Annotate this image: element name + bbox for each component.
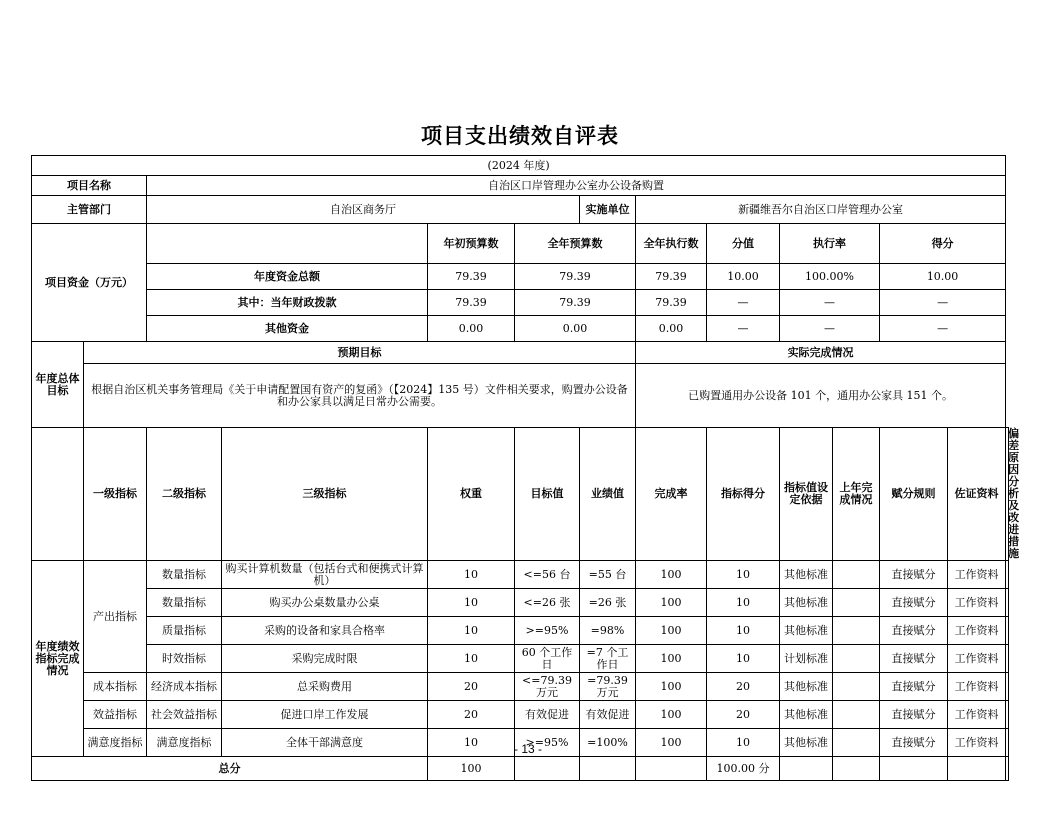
total-blank [580,757,636,781]
indicator-header: 偏差原因分析及改进措施 [1006,428,1009,561]
indicator-target: 60 个工作日 [515,645,580,673]
indicator-evidence: 工作资料 [948,729,1006,757]
indicator-basis: 其他标准 [780,729,833,757]
indicator-header: 指标得分 [707,428,780,561]
indicator-score: 10 [707,617,780,645]
fund-row-executed: 79.39 [636,290,707,316]
indicator-weight: 10 [428,645,515,673]
indicator-rate: 100 [636,589,707,617]
indicator-reason [1006,645,1009,673]
total-blank [948,757,1006,781]
indicator-basis: 其他标准 [780,673,833,701]
indicator-header: 佐证资料 [948,428,1006,561]
funds-header-rate: 执行率 [780,224,880,264]
indicator-header: 三级指标 [222,428,428,561]
fund-row-rate: — [780,316,880,342]
indicator-target: >=95% [515,729,580,757]
total-weight: 100 [428,757,515,781]
total-blank [515,757,580,781]
indicator-reason [1006,701,1009,729]
project-name-value: 自治区口岸管理办公室办公设备购置 [147,176,1006,196]
indicator-rule: 直接赋分 [880,673,948,701]
indicator-weight: 20 [428,701,515,729]
indicator-header: 指标值设定依据 [780,428,833,561]
indicator-basis: 其他标准 [780,561,833,589]
indicator-evidence: 工作资料 [948,589,1006,617]
fund-row-got: 10.00 [880,264,1006,290]
indicator-header: 目标值 [515,428,580,561]
fund-row-initial: 79.39 [428,290,515,316]
indicator-actual: =7 个工作日 [580,645,636,673]
page-number: - 13 - [513,742,542,756]
fund-row-name: 其他资金 [147,316,428,342]
indicator-target: <=26 张 [515,589,580,617]
level1-indicator: 成本指标 [84,673,147,701]
indicator-reason [1006,617,1009,645]
expected-goal-header: 预期目标 [84,342,636,364]
indicator-actual: 有效促进 [580,701,636,729]
indicator-last-year [833,589,880,617]
indicator-rate: 100 [636,645,707,673]
fund-row-executed: 0.00 [636,316,707,342]
level2-indicator: 经济成本指标 [147,673,222,701]
indicator-actual: =79.39 万元 [580,673,636,701]
indicator-header: 赋分规则 [880,428,948,561]
indicator-score: 10 [707,645,780,673]
indicator-reason [1006,561,1009,589]
level1-indicator: 满意度指标 [84,729,147,757]
funds-header-blank [147,224,428,264]
indicator-evidence: 工作资料 [948,701,1006,729]
indicator-rate: 100 [636,617,707,645]
indicator-target: <=56 台 [515,561,580,589]
impl-unit-label: 实施单位 [580,196,636,224]
total-blank [780,757,833,781]
indicator-actual: =26 张 [580,589,636,617]
level1-indicator: 产出指标 [84,561,147,673]
indicator-rule: 直接赋分 [880,645,948,673]
indicator-evidence: 工作资料 [948,617,1006,645]
funds-label: 项目资金（万元） [32,224,147,342]
indicator-rate: 100 [636,673,707,701]
performance-table [31,155,1020,781]
indicator-rule: 直接赋分 [880,729,948,757]
funds-header-annual: 全年预算数 [515,224,636,264]
level3-indicator: 采购完成时限 [222,645,428,673]
expected-goal-text: 根据自治区机关事务管理局《关于申请配置国有资产的复函》（【2024】135 号）文件相关要求，购置办公设备和办公家具以满足日常办公需要。 [84,364,636,428]
fund-row-score: — [707,290,780,316]
indicator-evidence: 工作资料 [948,673,1006,701]
indicator-header: 二级指标 [147,428,222,561]
level2-indicator: 数量指标 [147,561,222,589]
indicator-header-blank [32,428,84,561]
total-blank [1006,757,1009,781]
level1-indicator: 效益指标 [84,701,147,729]
funds-header-score: 分值 [707,224,780,264]
level3-indicator: 购买办公桌数量办公桌 [222,589,428,617]
indicator-target: 有效促进 [515,701,580,729]
annual-goal-label: 年度总体目标 [32,342,84,428]
funds-header-got: 得分 [880,224,1006,264]
level2-indicator: 数量指标 [147,589,222,617]
fund-row-annual: 79.39 [515,264,636,290]
indicator-rule: 直接赋分 [880,617,948,645]
fund-row-executed: 79.39 [636,264,707,290]
indicator-basis: 计划标准 [780,645,833,673]
indicator-evidence: 工作资料 [948,561,1006,589]
dept-value: 自治区商务厅 [147,196,580,224]
fund-row-initial: 79.39 [428,264,515,290]
indicator-score: 20 [707,673,780,701]
actual-completion-text: 已购置通用办公设备 101 个，通用办公家具 151 个。 [636,364,1006,428]
indicator-last-year [833,701,880,729]
indicator-reason [1006,589,1009,617]
indicator-actual: =100% [580,729,636,757]
dept-label: 主管部门 [32,196,147,224]
indicator-last-year [833,645,880,673]
indicator-score: 20 [707,701,780,729]
fund-row-rate: — [780,290,880,316]
indicator-basis: 其他标准 [780,701,833,729]
funds-header-initial: 年初预算数 [428,224,515,264]
level3-indicator: 促进口岸工作发展 [222,701,428,729]
year-cell: (2024 年度) [32,156,1006,176]
level2-indicator: 社会效益指标 [147,701,222,729]
page-title: 项目支出绩效自评表 [421,124,619,148]
total-blank [880,757,948,781]
indicator-last-year [833,561,880,589]
total-score: 100.00 分 [707,757,780,781]
indicator-basis: 其他标准 [780,617,833,645]
indicator-weight: 10 [428,729,515,757]
indicator-section-label: 年度绩效指标完成情况 [32,561,84,757]
indicator-actual: =55 台 [580,561,636,589]
indicator-rate: 100 [636,561,707,589]
indicator-weight: 10 [428,561,515,589]
indicator-score: 10 [707,589,780,617]
indicator-header: 上年完成情况 [833,428,880,561]
fund-row-rate: 100.00% [780,264,880,290]
fund-row-got: — [880,316,1006,342]
indicator-last-year [833,673,880,701]
fund-row-initial: 0.00 [428,316,515,342]
indicator-header: 完成率 [636,428,707,561]
indicator-last-year [833,617,880,645]
indicator-basis: 其他标准 [780,589,833,617]
level2-indicator: 时效指标 [147,645,222,673]
indicator-score: 10 [707,729,780,757]
indicator-target: <=79.39 万元 [515,673,580,701]
fund-row-annual: 79.39 [515,290,636,316]
level3-indicator: 全体干部满意度 [222,729,428,757]
fund-row-name: 年度资金总额 [147,264,428,290]
indicator-rate: 100 [636,701,707,729]
fund-row-got: — [880,290,1006,316]
actual-completion-header: 实际完成情况 [636,342,1006,364]
indicator-evidence: 工作资料 [948,645,1006,673]
project-name-label: 项目名称 [32,176,147,196]
fund-row-annual: 0.00 [515,316,636,342]
indicator-header: 一级指标 [84,428,147,561]
indicator-weight: 10 [428,589,515,617]
indicator-weight: 20 [428,673,515,701]
impl-unit-value: 新疆维吾尔自治区口岸管理办公室 [636,196,1006,224]
indicator-rule: 直接赋分 [880,589,948,617]
total-label: 总分 [32,757,428,781]
indicator-actual: =98% [580,617,636,645]
level3-indicator: 购买计算机数量（包括台式和便携式计算机） [222,561,428,589]
funds-header-executed: 全年执行数 [636,224,707,264]
indicator-rule: 直接赋分 [880,561,948,589]
fund-row-score: 10.00 [707,264,780,290]
indicator-header: 业绩值 [580,428,636,561]
indicator-weight: 10 [428,617,515,645]
level2-indicator: 满意度指标 [147,729,222,757]
level3-indicator: 采购的设备和家具合格率 [222,617,428,645]
fund-row-name: 其中：当年财政拨款 [147,290,428,316]
level2-indicator: 质量指标 [147,617,222,645]
indicator-score: 10 [707,561,780,589]
indicator-target: >=95% [515,617,580,645]
level3-indicator: 总采购费用 [222,673,428,701]
fund-row-score: — [707,316,780,342]
indicator-rule: 直接赋分 [880,701,948,729]
indicator-header: 权重 [428,428,515,561]
total-blank [636,757,707,781]
indicator-rate: 100 [636,729,707,757]
indicator-reason [1006,673,1009,701]
total-blank [833,757,880,781]
